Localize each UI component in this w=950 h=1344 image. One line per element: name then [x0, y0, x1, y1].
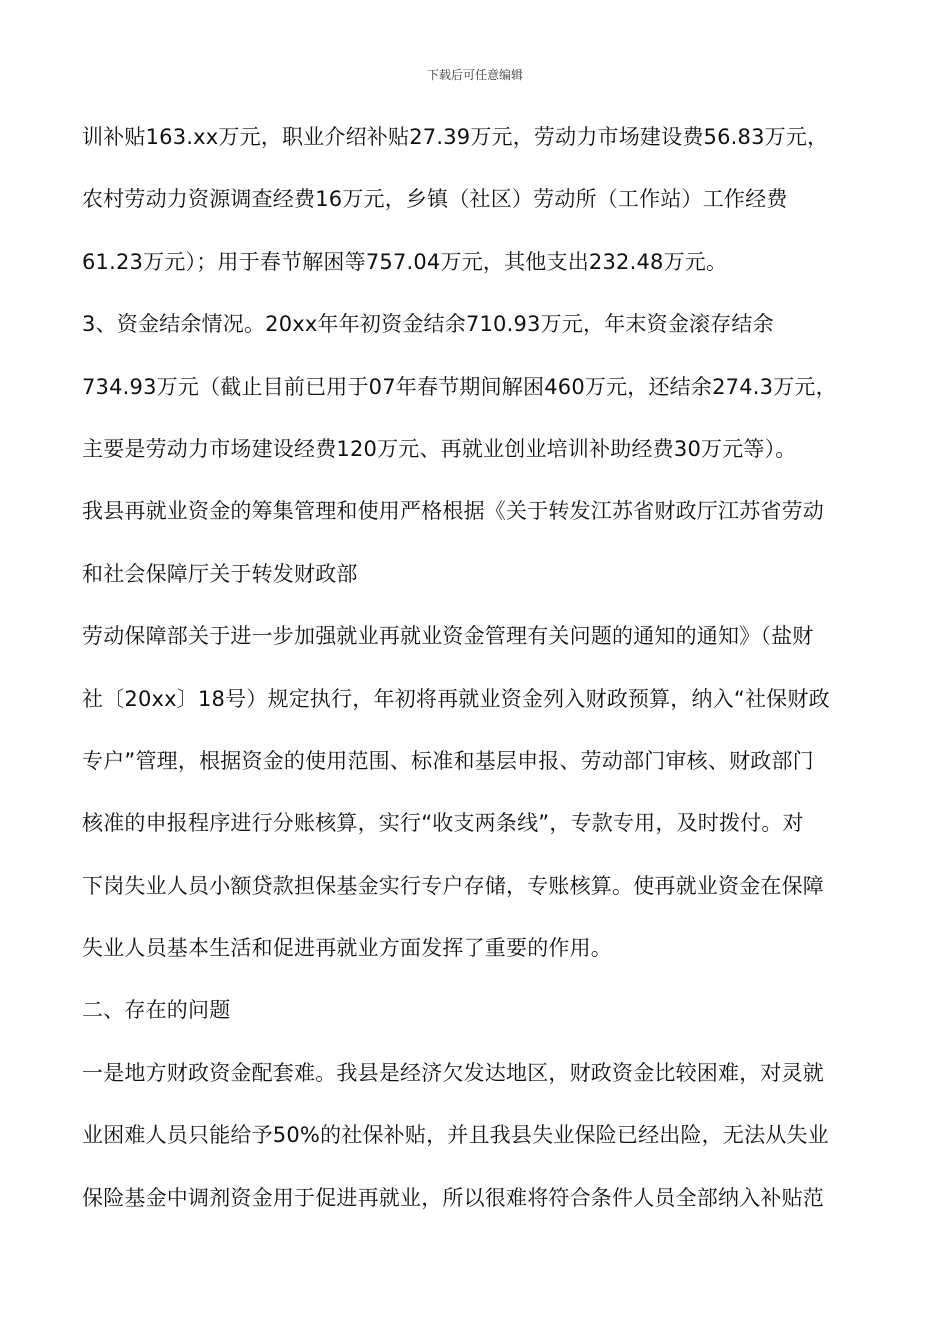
- text-line-3: 61.23万元）；用于春节解困等757.04万元，其他支出232.48万元。: [82, 249, 728, 274]
- text-line-11: 专户”管理，根据资金的使用范围、标准和基层申报、劳动部门审核、财政部门: [82, 748, 814, 773]
- document-body: [82, 112, 882, 1235]
- text-line-1: 训补贴163.xx万元，职业介绍补贴27.39万元，劳动力市场建设费56.83万元，: [82, 125, 829, 149]
- text-line-14: 失业人员基本生活和促进再就业方面发挥了重要的作用。: [82, 936, 612, 961]
- section-heading: 二、存在的问题: [82, 998, 231, 1023]
- text-line-16: 一是地方财政资金配套难。我县是经济欠发达地区，财政资金比较困难，对灵就: [82, 1060, 824, 1085]
- text-line-12: 核准的申报程序进行分账核算，实行“收支两条线”，专款专用，及时拨付。对: [82, 811, 804, 836]
- text-line-13: 下岗失业人员小额贷款担保基金实行专户存储，专账核算。使再就业资金在保障: [82, 873, 824, 898]
- text-line-17: 业困难人员只能给予50%的社保补贴，并且我县失业保险已经出险，无法从失业: [82, 1123, 829, 1148]
- text-line-8: 和社会保障厅关于转发财政部: [82, 561, 358, 586]
- page-header: 下载后可任意编辑: [426, 68, 523, 82]
- text-line-7: 我县再就业资金的筹集管理和使用严格根据《关于转发江苏省财政厅江苏省劳动: [82, 499, 824, 524]
- text-line-18: 保险基金中调剂资金用于促进再就业，所以很难将符合条件人员全部纳入补贴范: [82, 1185, 824, 1210]
- text-line-2: 农村劳动力资源调查经费16万元，乡镇（社区）劳动所（工作站）工作经费: [82, 187, 788, 212]
- text-line-4: 3、资金结余情况。20xx年年初资金结余710.93万元，年末资金滚存结余: [82, 312, 774, 337]
- text-line-6: 主要是劳动力市场建设经费120万元、再就业创业培训补助经费30万元等）。: [82, 436, 797, 461]
- text-line-5: 734.93万元（截止目前已用于07年春节期间解困460万元，还结余274.3万元，: [82, 374, 837, 399]
- text-line-10: 社〔20xx〕18号）规定执行，年初将再就业资金列入财政预算，纳入“社保财政: [82, 686, 830, 711]
- text-line-9: 劳动保障部关于进一步加强就业再就业资金管理有关问题的通知的通知》（盐财: [82, 624, 814, 649]
